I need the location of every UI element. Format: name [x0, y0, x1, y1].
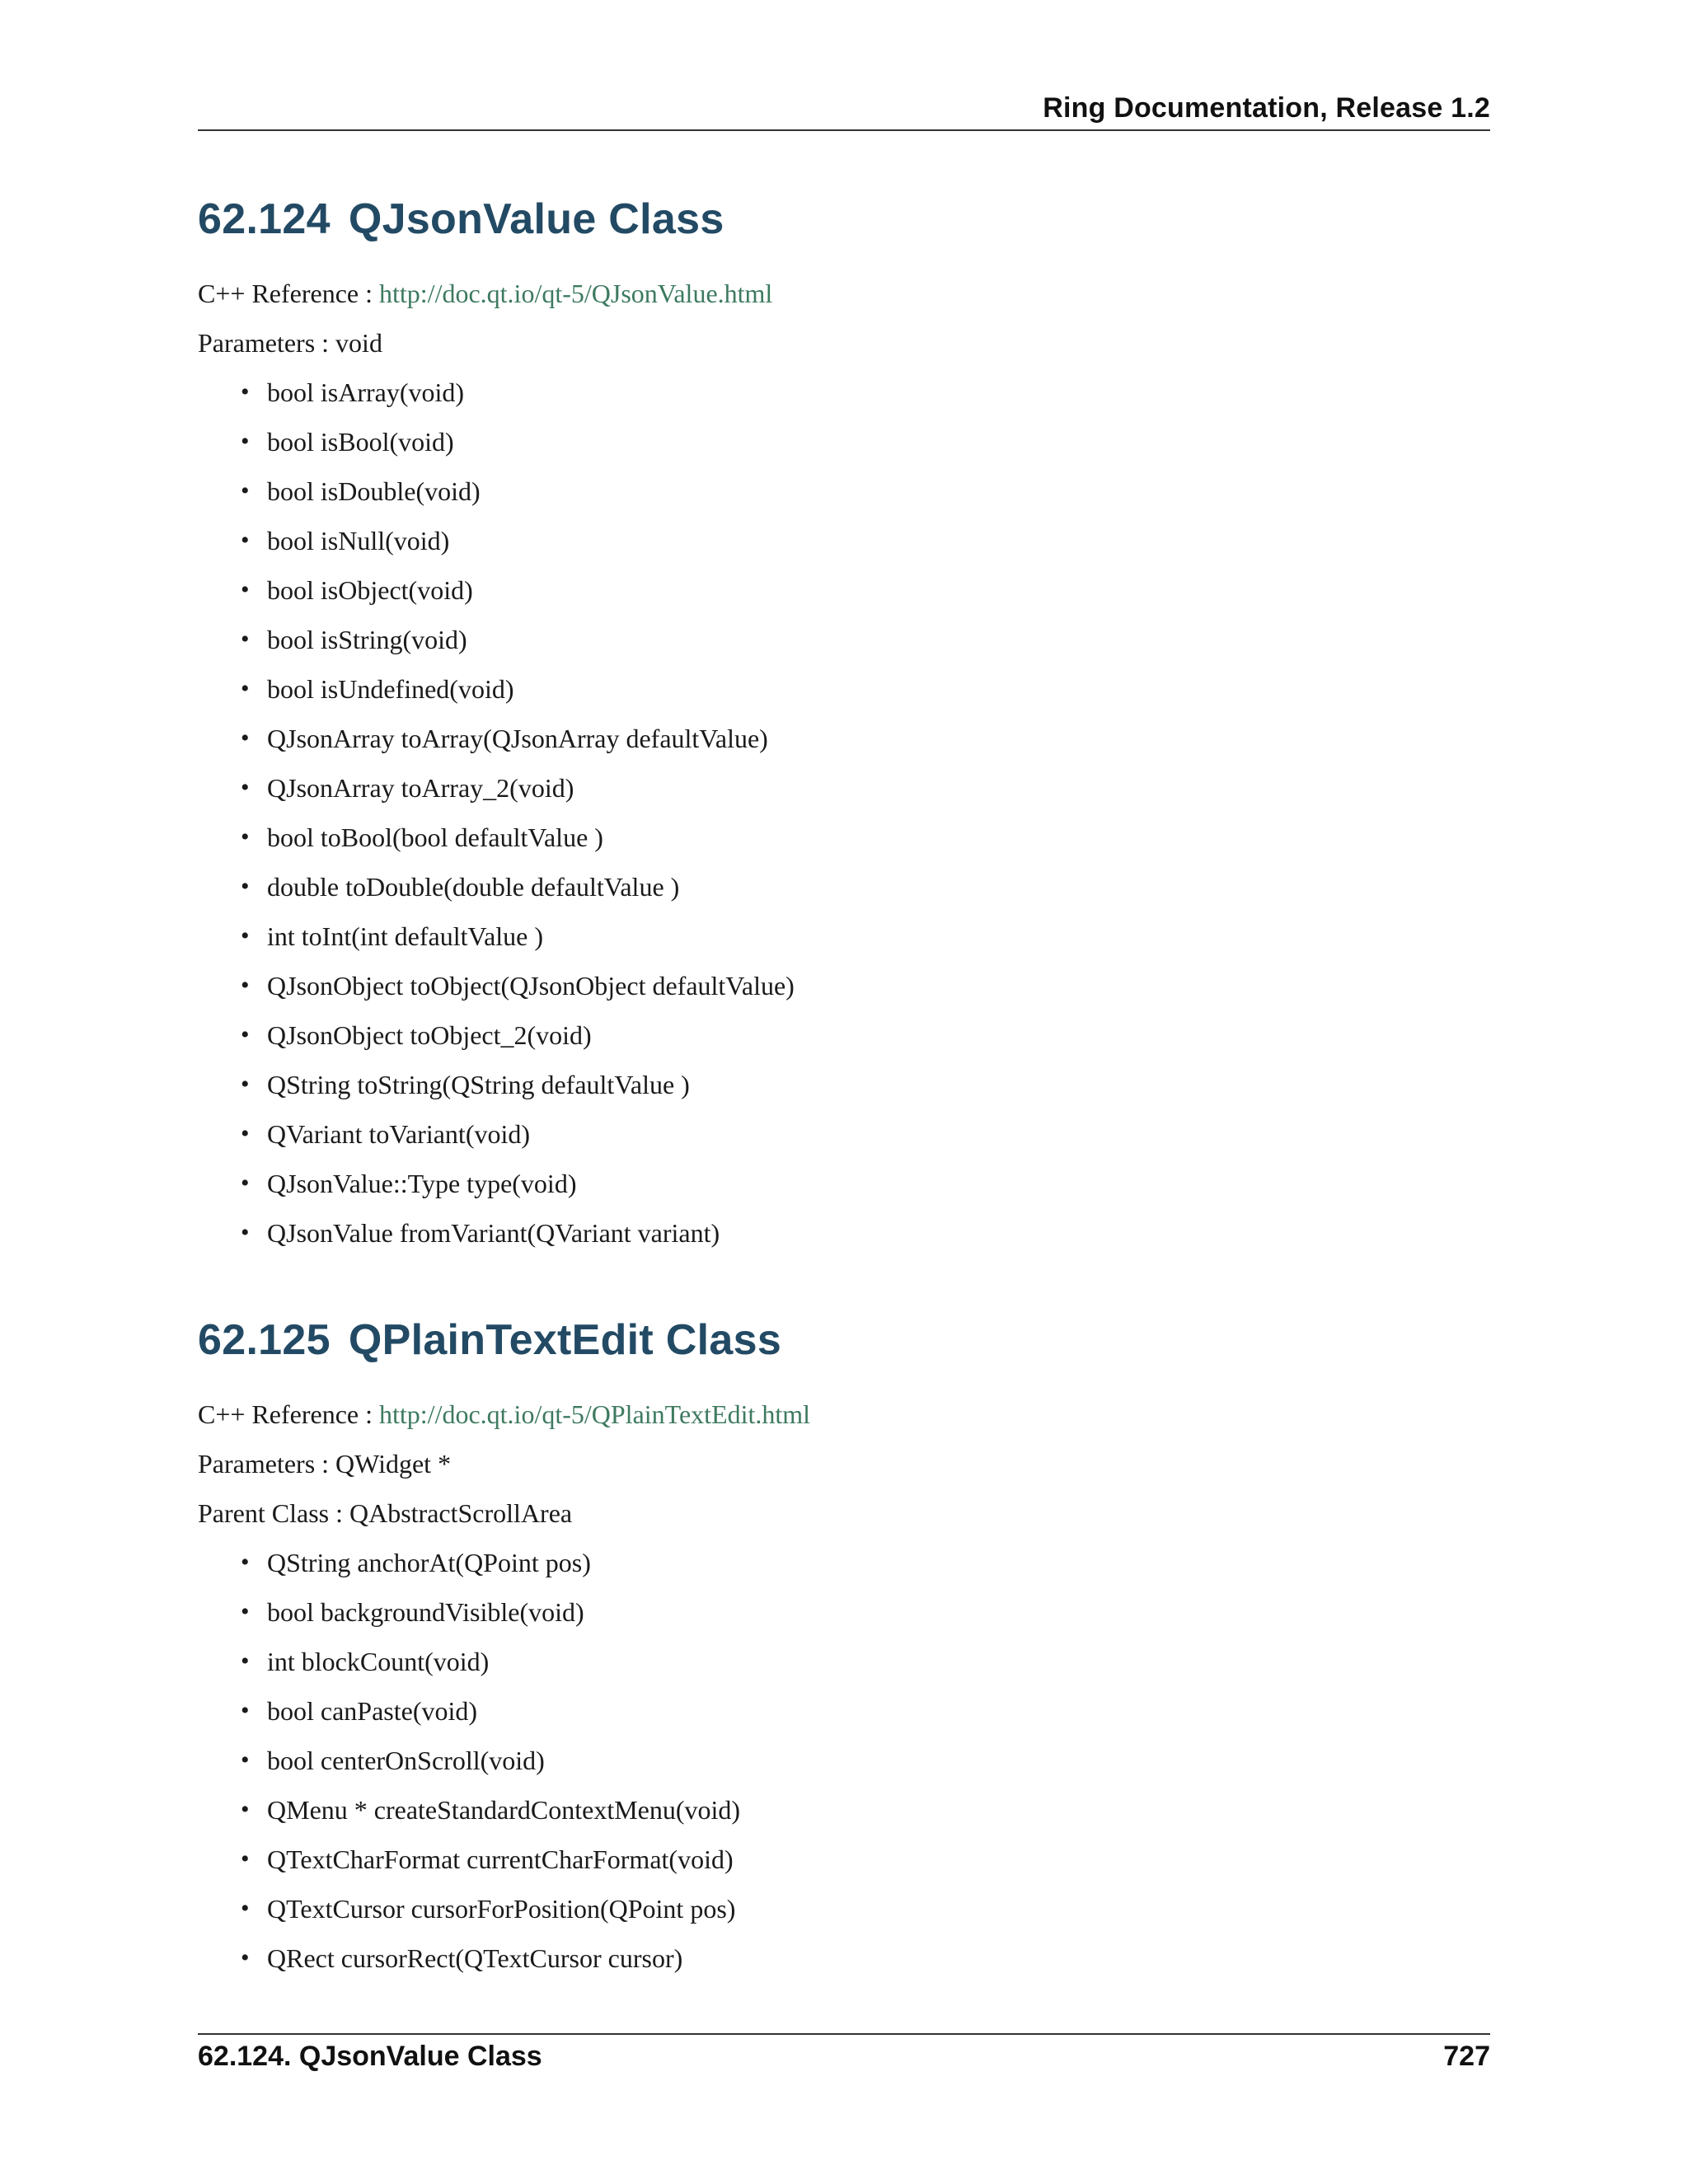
cpp-reference-link[interactable]: http://doc.qt.io/qt-5/QPlainTextEdit.html: [379, 1399, 811, 1429]
parent-class-line: Parent Class : QAbstractScrollArea: [198, 1498, 573, 1528]
method-list: [198, 368, 1490, 1258]
list-item: • bool isArray(void): [267, 368, 1490, 417]
list-item: • bool toBool(bool defaultValue ): [267, 813, 1490, 862]
cpp-reference-label: C++ Reference :: [198, 279, 379, 308]
list-item: • int toInt(int defaultValue ): [267, 912, 1490, 961]
header-divider: [198, 129, 1490, 131]
list-item: • QJsonArray toArray_2(void): [267, 763, 1490, 813]
list-item: • bool canPaste(void): [267, 1686, 1490, 1736]
parameters-line: Parameters : void: [198, 328, 382, 358]
list-item: • int blockCount(void): [267, 1637, 1490, 1686]
section-number: 62.124: [198, 195, 331, 243]
footer-section-ref: 62.124. QJsonValue Class: [198, 2041, 542, 2072]
list-item: • bool centerOnScroll(void): [267, 1736, 1490, 1785]
section-name: QJsonValue Class: [348, 195, 724, 243]
list-item: • bool isNull(void): [267, 516, 1490, 565]
cpp-reference-link[interactable]: http://doc.qt.io/qt-5/QJsonValue.html: [379, 279, 773, 308]
running-header: Ring Documentation, Release 1.2: [1043, 92, 1490, 124]
list-item: • QRect cursorRect(QTextCursor cursor): [267, 1933, 1490, 1983]
list-item: • bool isObject(void): [267, 565, 1490, 615]
cpp-reference-label: C++ Reference :: [198, 1399, 379, 1429]
list-item: • bool backgroundVisible(void): [267, 1587, 1490, 1637]
section-number: 62.125: [198, 1316, 331, 1364]
section-qplaintextedit: [198, 1312, 1490, 1983]
list-item: • QTextCursor cursorForPosition(QPoint pos): [267, 1884, 1490, 1933]
list-item: • QJsonObject toObject_2(void): [267, 1010, 1490, 1060]
section-body: [198, 1390, 1490, 1983]
list-item: • QJsonValue fromVariant(QVariant variant): [267, 1208, 1490, 1258]
footer-divider: [198, 2033, 1490, 2035]
method-list: [198, 1538, 1490, 1983]
section-qjsonvalue: [198, 191, 1490, 1258]
list-item: • bool isBool(void): [267, 417, 1490, 466]
section-body: [198, 269, 1490, 1258]
list-item: • QJsonObject toObject(QJsonObject defaultValue): [267, 961, 1490, 1010]
list-item: • QString anchorAt(QPoint pos): [267, 1538, 1490, 1587]
cpp-reference: [198, 1390, 1490, 1439]
list-item: • QJsonArray toArray(QJsonArray defaultValue): [267, 714, 1490, 763]
section-title: [198, 1312, 1490, 1368]
section-title: [198, 191, 1490, 247]
list-item: • double toDouble(double defaultValue ): [267, 862, 1490, 912]
list-item: • QVariant toVariant(void): [267, 1109, 1490, 1159]
list-item: • QMenu * createStandardContextMenu(void): [267, 1785, 1490, 1835]
list-item: • QString toString(QString defaultValue ): [267, 1060, 1490, 1109]
list-item: • QTextCharFormat currentCharFormat(void): [267, 1835, 1490, 1884]
list-item: • bool isString(void): [267, 615, 1490, 664]
cpp-reference: [198, 269, 1490, 318]
parameters-line: Parameters : QWidget *: [198, 1449, 452, 1479]
section-name: QPlainTextEdit Class: [348, 1316, 782, 1364]
list-item: • bool isUndefined(void): [267, 664, 1490, 714]
list-item: • bool isDouble(void): [267, 466, 1490, 516]
page-number: 727: [1443, 2041, 1490, 2072]
document-page: [198, 0, 1490, 2184]
list-item: • QJsonValue::Type type(void): [267, 1159, 1490, 1208]
